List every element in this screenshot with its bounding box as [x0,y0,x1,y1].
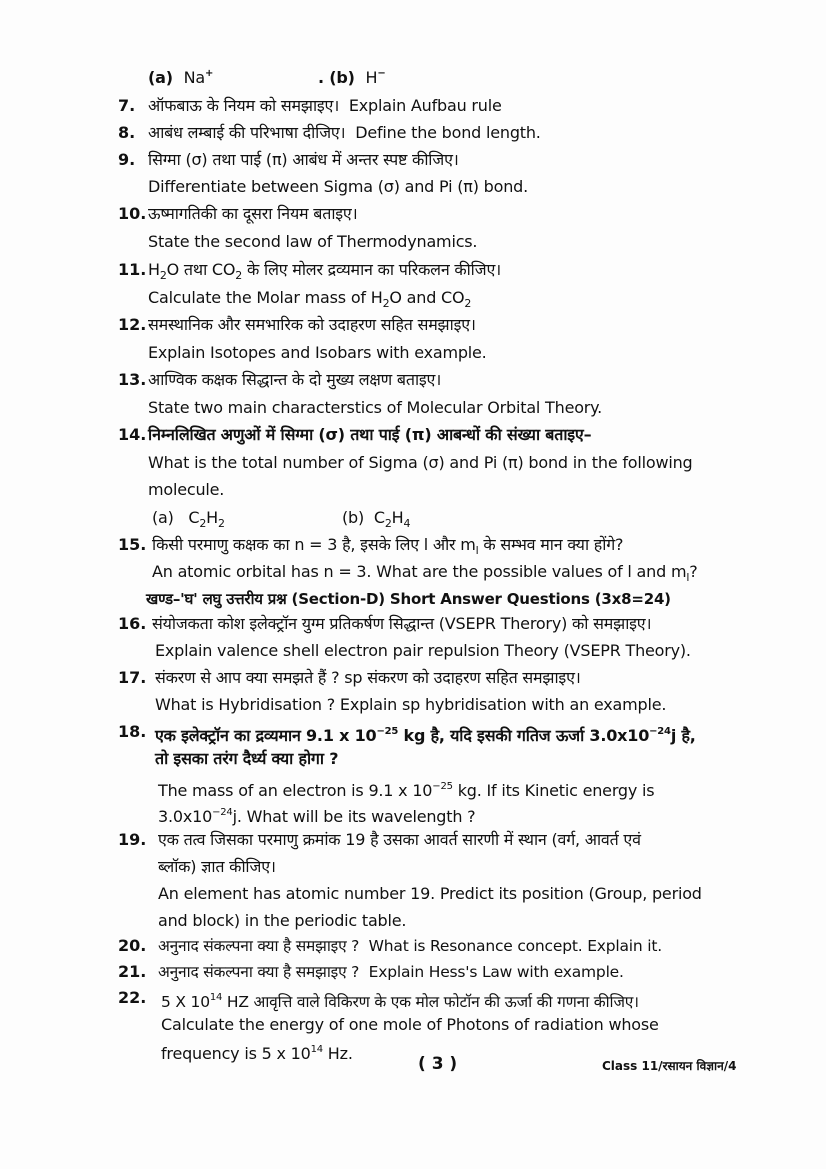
question-17-hindi: संकरण से आप क्या समझते हैं ? sp संकरण को उदाहरण सहित समझाइए। [155,668,581,687]
question-number: 22. [118,988,147,1007]
question-number: 14. [118,425,147,444]
top-option-b: . (b) H− [318,68,386,87]
question-16-hindi: संयोजकता कोश इलेक्ट्रॉन युग्म प्रतिकर्षण सिद्धान्त (VSEPR Therory) को समझाइए। [152,614,652,633]
question-13-hindi: आण्विक कक्षक सिद्धान्त के दो मुख्य लक्षण बताइए। [148,370,442,389]
question-10-hindi: ऊष्मागतिकी का दूसरा नियम बताइए। [148,204,358,223]
question-19-hindi-line1: एक तत्व जिसका परमाणु क्रमांक 19 है उसका आवर्त सारणी में स्थान (वर्ग, आवर्त एवं [158,830,641,849]
question-text-english: Explain Aufbau rule [348,96,502,115]
question-20: अनुनाद संकल्पना क्या है समझाइए ? What is Resonance concept. Explain it. [158,937,662,955]
question-17-english: What is Hybridisation ? Explain sp hybridisation with an example. [155,695,667,714]
question-9-english: Differentiate between Sigma (σ) and Pi (π) bond. [148,177,528,196]
question-number: 9. [118,150,136,169]
question-18-english-line1: The mass of an electron is 9.1 x $10^{-25}$ kg. If its Kinetic energy is [158,781,655,800]
question-10-english: State the second law of Thermodynamics. [148,232,478,251]
question-19-english-line1: An element has atomic number 19. Predict its position (Group, period [158,884,702,903]
question-number: 15. [118,535,147,554]
question-21: अनुनाद संकल्पना क्या है समझाइए ? Explain Hess's Law with example. [158,963,624,981]
question-19-english-line2: and block) in the periodic table. [158,911,407,930]
question-11-english: Calculate the Molar mass of $H_2O$ and $CO_2$ [148,288,472,310]
question-9-hindi: सिग्मा (σ) तथा पाई (π) आबंध में अन्तर स्पष्ट कीजिए। [148,150,459,169]
question-number: 21. [118,962,147,981]
question-7 [148,96,502,116]
question-14-option-a: (a) $C_2H_2$ [152,508,225,530]
question-19-hindi-line2: ब्लॉक) ज्ञात कीजिए। [158,857,276,876]
question-number: 19. [118,830,147,849]
page-number: ( 3 ) [418,1054,458,1074]
top-option-a: (a) Na+ [148,68,214,87]
footer-code: Class 11/रसायन विज्ञान/4 [602,1059,737,1073]
question-16-english: Explain valence shell electron pair repulsion Theory (VSEPR Theory). [155,641,691,660]
question-11-hindi: $H_2O$ तथा $CO_2$ के लिए मोलर द्रव्यमान का परिकलन कीजिए। [148,260,501,282]
question-number: 17. [118,668,147,687]
question-8: आबंध लम्बाई की परिभाषा दीजिए। Define the bond length. [148,123,541,142]
question-18-hindi-line1: एक इलेक्ट्रॉन का द्रव्यमान 9.1 x $10^{-25}$ kg है, यदि इसकी गतिज ऊर्जा $3.0x10^{-24}j$ है, [155,726,696,745]
section-d-heading: खण्ड–'घ' लघु उत्तरीय प्रश्न (Section-D) Short Answer Questions (3x8=24) [146,590,671,608]
question-22-english-line2: frequency is 5 x $10^{14}$ Hz. [161,1044,353,1063]
question-number: 16. [118,614,147,633]
question-number: 18. [118,722,147,741]
question-12-hindi: समस्थानिक और समभारिक को उदाहरण सहित समझाइए। [148,315,476,334]
question-number: 11. [118,260,147,279]
question-number: 7. [118,96,136,115]
question-15-english: An atomic orbital has n = 3. What are the possible values of l and $m_l$? [152,562,698,584]
question-12-english: Explain Isotopes and Isobars with example. [148,343,487,362]
question-14-english-line1: What is the total number of Sigma (σ) and Pi (π) bond in the following [148,453,693,472]
question-14-hindi: निम्नलिखित अणुओं में सिग्मा (σ) तथा पाई (π) आबन्धों की संख्या बताइए– [148,425,592,444]
question-number: 10. [118,204,147,223]
question-15-hindi: किसी परमाणु कक्षक का n = 3 है, इसके लिए l और $m_l$ के सम्भव मान क्या होंगे? [152,535,624,557]
question-14-english-line2: molecule. [148,480,225,499]
question-number: 13. [118,370,147,389]
question-13-english: State two main characterstics of Molecular Orbital Theory. [148,398,603,417]
question-18-hindi-line2: तो इसका तरंग दैर्ध्य क्या होगा ? [155,749,339,768]
question-22-english-line1: Calculate the energy of one mole of Photons of radiation whose [161,1015,659,1034]
question-number: 20. [118,936,147,955]
question-number: 12. [118,315,147,334]
question-text-hindi: ऑफबाऊ के नियम को समझाइए। [148,96,340,115]
question-18-english-line2: $3.0x10^{-24}j$. What will be its wavelength ? [158,807,476,826]
question-number: 8. [118,123,136,142]
question-14-option-b: (b) $C_2H_4$ [342,508,411,530]
question-22-hindi: 5 X $10^{14}$ HZ आवृत्ति वाले विकिरण के एक मोल फोटॉन की ऊर्जा की गणना कीजिए। [161,992,639,1011]
